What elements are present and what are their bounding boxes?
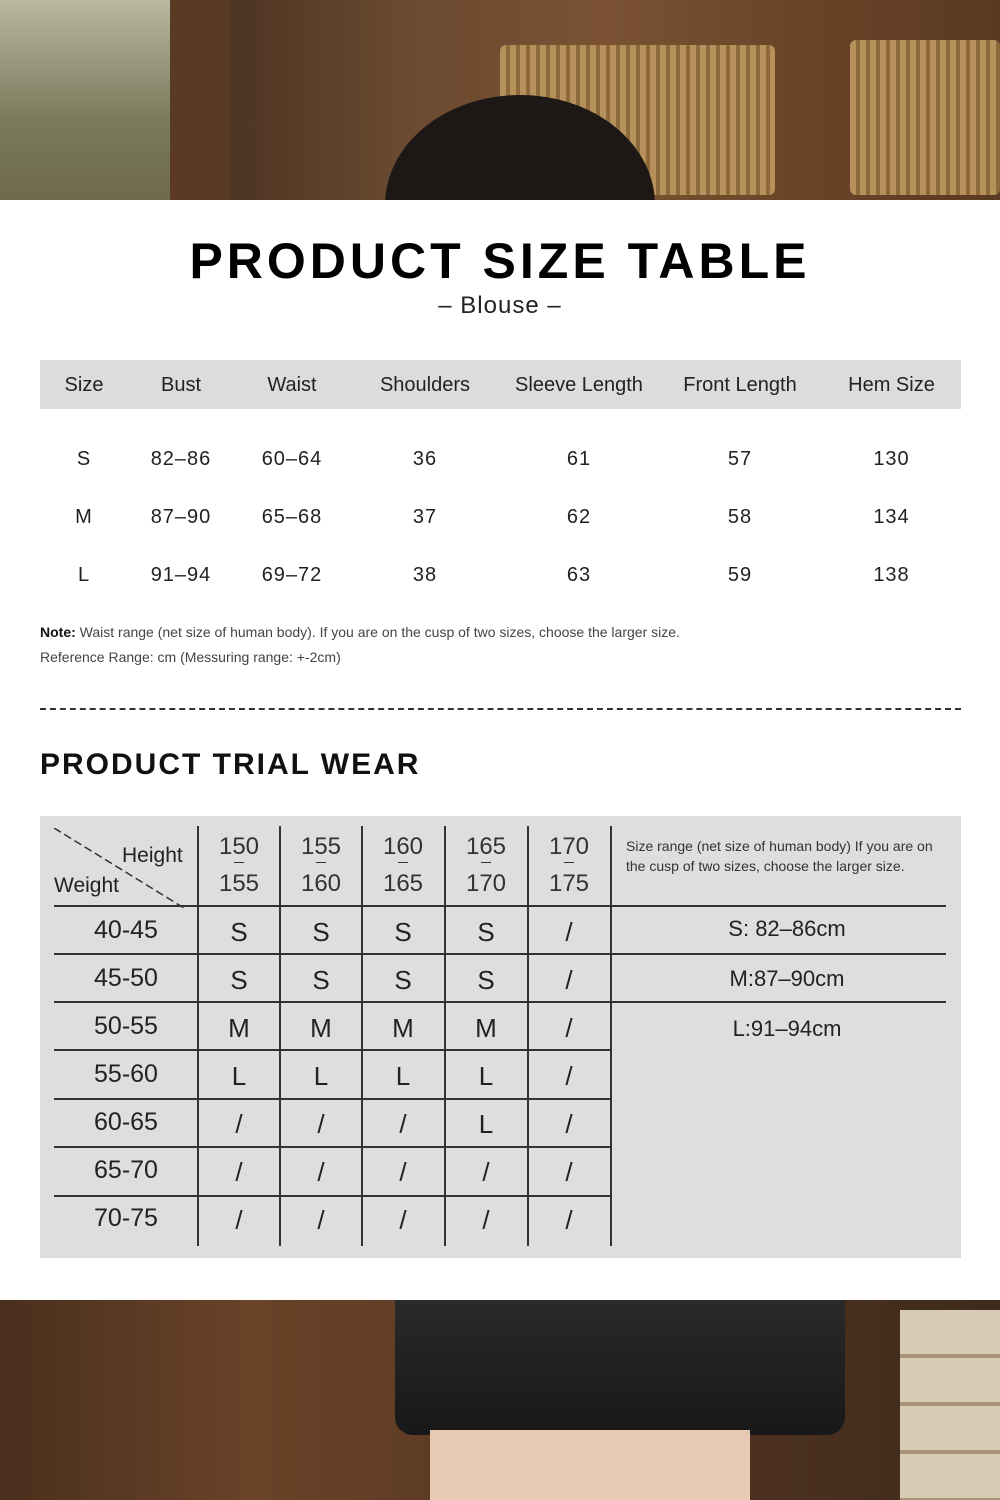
size-cell: /	[235, 1109, 243, 1139]
header-shoulders: Shoulders	[379, 374, 471, 396]
header-sleeve-length: Sleeve Length	[515, 374, 643, 396]
size-cell: S	[230, 965, 248, 995]
size-cell: /	[317, 1205, 325, 1235]
size-cell: L	[395, 1061, 411, 1091]
size-cell: L	[231, 1061, 247, 1091]
background-photo-top	[0, 0, 1000, 200]
row-line	[54, 1049, 610, 1051]
size-cell: M	[75, 506, 93, 528]
size-cell: L	[77, 564, 91, 586]
weight-cell: 45-50	[94, 964, 158, 992]
size-cell: S	[394, 917, 412, 947]
front-length-cell: 57	[727, 448, 753, 470]
weight-axis-label: Weight	[54, 874, 119, 897]
range-value-s: S: 82–86cm	[728, 916, 846, 941]
header-hem-size: Hem Size	[848, 374, 935, 396]
size-cell: /	[565, 1061, 573, 1091]
size-cell: /	[565, 1013, 573, 1043]
page-title: PRODUCT SIZE TABLE	[189, 233, 811, 289]
drawer-unit	[900, 1310, 1000, 1500]
weight-cell: 55-60	[94, 1060, 158, 1088]
row-line	[54, 905, 610, 907]
weight-cell: 65-70	[94, 1156, 158, 1184]
size-cell: /	[399, 1109, 407, 1139]
weight-cell: 40-45	[94, 916, 158, 944]
weight-cell: 60-65	[94, 1108, 158, 1136]
weight-cell: 70-75	[94, 1204, 158, 1232]
table-row	[40, 564, 961, 594]
hem-size-cell: 134	[873, 506, 910, 528]
size-cell: /	[565, 917, 573, 947]
window-frame	[170, 0, 230, 200]
bust-cell: 82–86	[150, 448, 212, 470]
row-line	[54, 953, 610, 955]
size-cell: /	[482, 1205, 490, 1235]
size-note	[40, 624, 680, 640]
bust-cell: 87–90	[150, 506, 212, 528]
note-text: Waist range (net size of human body). If you are on the cusp of two sizes, choose the larger size.	[75, 624, 680, 640]
front-length-cell: 59	[727, 564, 753, 586]
reference-range-note: Reference Range: cm (Messuring range: +-2cm)	[40, 649, 341, 665]
row-line	[54, 1146, 610, 1148]
table-row	[40, 448, 961, 478]
weight-cell: 50-55	[94, 1012, 158, 1040]
background-photo-bottom	[0, 1300, 1000, 1500]
window	[0, 0, 170, 200]
row-line	[54, 1001, 610, 1003]
table-row	[40, 506, 961, 536]
size-cell: L	[478, 1061, 494, 1091]
size-cell: /	[399, 1205, 407, 1235]
size-cell: /	[482, 1157, 490, 1187]
size-chart-card	[0, 200, 1000, 1300]
size-cell: M	[392, 1013, 414, 1043]
size-cell: S	[76, 448, 92, 470]
range-row-line	[610, 1001, 946, 1003]
size-cell: S	[394, 965, 412, 995]
header-waist: Waist	[267, 374, 317, 396]
range-row-line	[610, 905, 946, 907]
size-cell: /	[235, 1205, 243, 1235]
front-length-cell: 58	[727, 506, 753, 528]
size-cell: /	[399, 1157, 407, 1187]
sleeve-length-cell: 61	[566, 448, 592, 470]
header-size: Size	[64, 374, 104, 396]
size-cell: S	[477, 917, 495, 947]
size-cell: L	[478, 1109, 494, 1139]
hem-size-cell: 138	[873, 564, 910, 586]
page-subtitle: – Blouse –	[438, 292, 562, 319]
size-range-note: Size range (net size of human body) If you are on the cusp of two sizes, choose the larger size.	[626, 838, 933, 874]
size-cell: L	[313, 1061, 329, 1091]
range-value-m: M:87–90cm	[729, 966, 845, 991]
leather-skirt	[395, 1300, 845, 1435]
shoulders-cell: 36	[412, 448, 438, 470]
shoulders-cell: 38	[412, 564, 438, 586]
height-column-header: 155 160	[280, 828, 362, 902]
bust-cell: 91–94	[150, 564, 212, 586]
height-column-header: 150 155	[198, 828, 280, 902]
trial-wear-title: PRODUCT TRIAL WEAR	[40, 748, 421, 781]
range-row-line	[610, 953, 946, 955]
sleeve-length-cell: 63	[566, 564, 592, 586]
size-cell: /	[235, 1157, 243, 1187]
wicker-basket	[850, 40, 1000, 195]
row-line	[54, 1098, 610, 1100]
header-front-length: Front Length	[683, 374, 797, 396]
sleeve-length-cell: 62	[566, 506, 592, 528]
height-column-header: 165 170	[444, 828, 528, 902]
size-cell: M	[475, 1013, 497, 1043]
height-axis-label: Height	[122, 844, 183, 867]
size-cell: S	[477, 965, 495, 995]
size-cell: S	[230, 917, 248, 947]
size-cell: /	[317, 1157, 325, 1187]
note-label: Note:	[40, 624, 76, 640]
size-cell: /	[565, 1205, 573, 1235]
height-column-header: 170 175	[528, 828, 610, 902]
waist-cell: 60–64	[261, 448, 323, 470]
shoulders-cell: 37	[412, 506, 438, 528]
waist-cell: 69–72	[261, 564, 323, 586]
trial-wear-table	[40, 816, 961, 1258]
header-bust: Bust	[160, 374, 202, 396]
size-cell: /	[565, 1157, 573, 1187]
size-cell: /	[317, 1109, 325, 1139]
model-legs	[430, 1430, 750, 1500]
size-cell: /	[565, 965, 573, 995]
range-value-l: L:91–94cm	[732, 1016, 842, 1041]
dashed-divider	[40, 708, 961, 710]
size-cell: S	[312, 917, 330, 947]
size-cell: M	[310, 1013, 332, 1043]
hem-size-cell: 130	[873, 448, 910, 470]
size-cell: M	[228, 1013, 250, 1043]
size-cell: /	[565, 1109, 573, 1139]
waist-cell: 65–68	[261, 506, 323, 528]
row-line	[54, 1195, 610, 1197]
height-column-header: 160 165	[362, 828, 444, 902]
size-cell: S	[312, 965, 330, 995]
size-table-header	[40, 360, 961, 409]
